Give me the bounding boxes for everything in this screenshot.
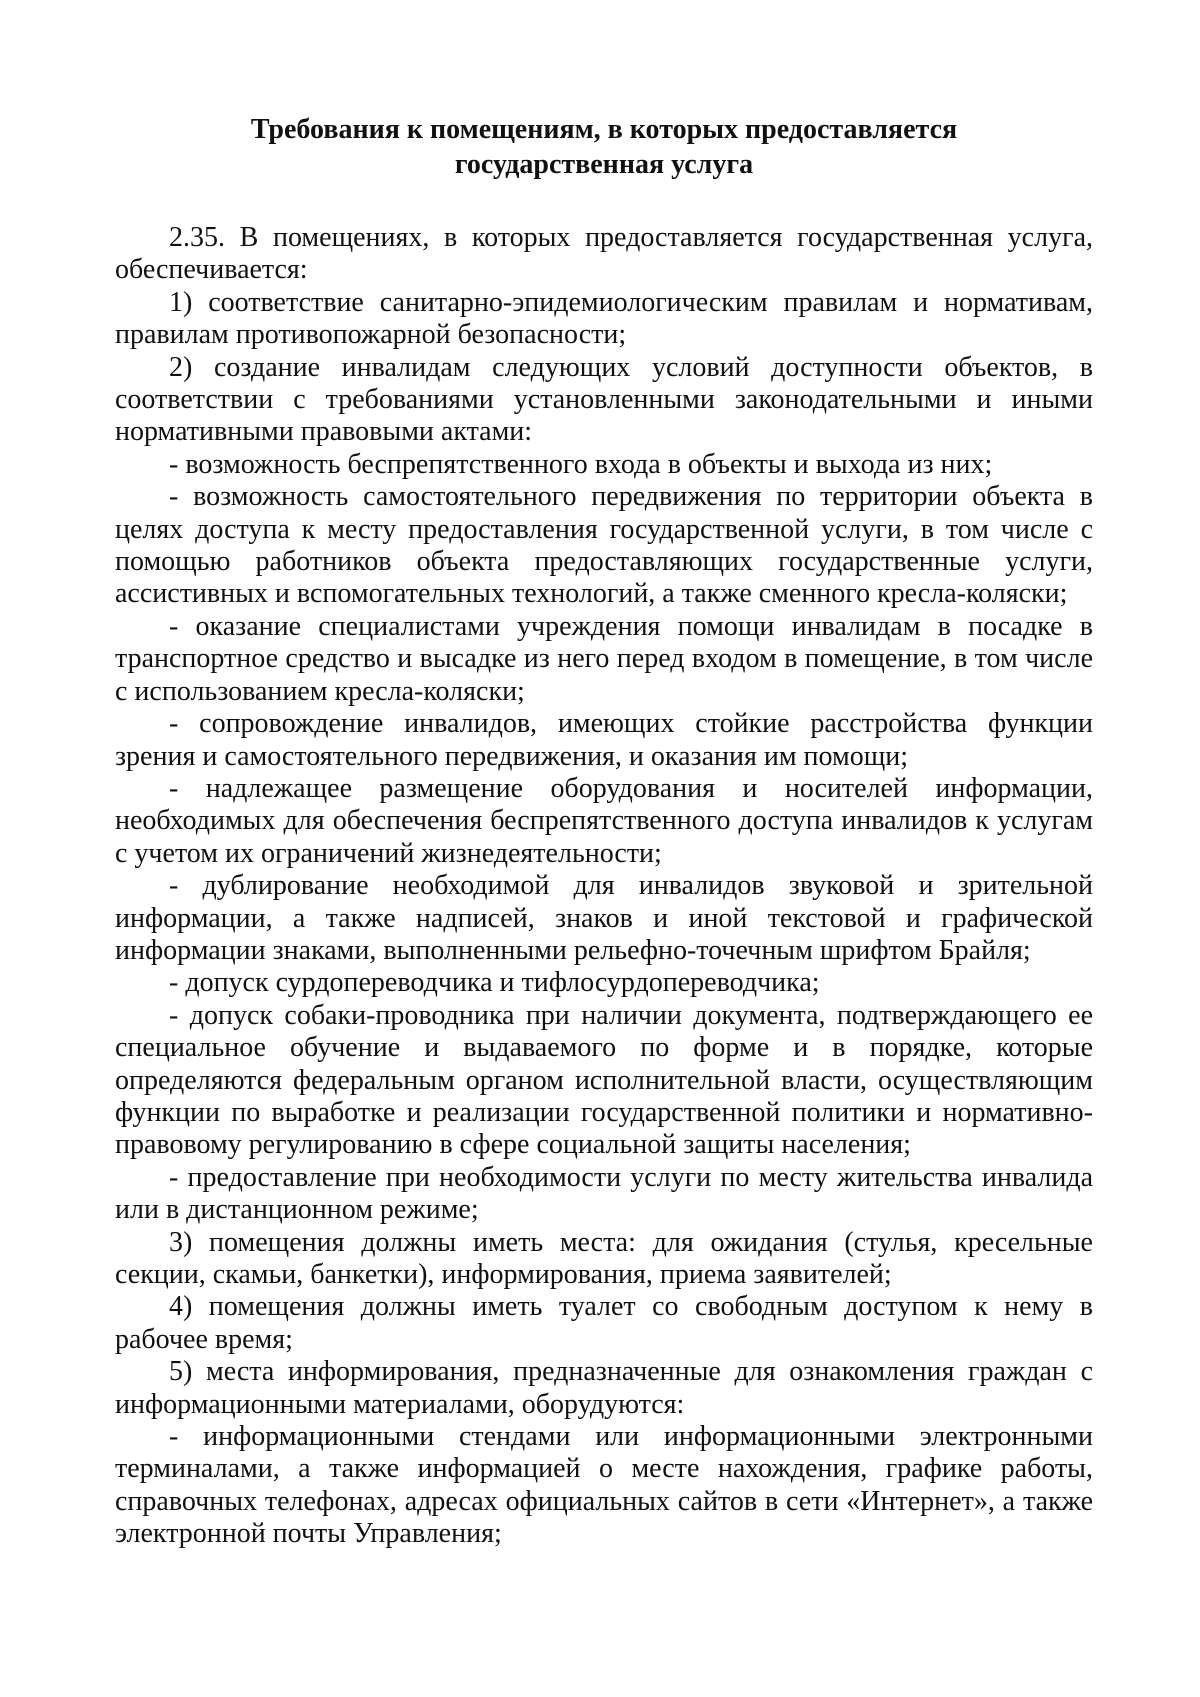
paragraph-2-35: 2.35. В помещениях, в которых предоставляется государственная услуга, обеспечивается: [115, 222, 1093, 286]
bullet-braille-duplication: - дублирование необходимой для инвалидов звуковой и зрительной информации, а также надписей, знаков и иной текстовой и графической информации знаками, выполненными рельефно-точечным шрифтом Брайля; [115, 870, 1093, 966]
document-page [115, 112, 1093, 1551]
item-5-information-places: 5) места информирования, предназначенные для ознакомления граждан с информационными материалами, оборудуются: [115, 1356, 1093, 1420]
item-3-waiting-places: 3) помещения должны иметь места: для ожидания (стулья, кресельные секции, скамьи, банкетки), информирования, приема заявителей; [115, 1226, 1093, 1290]
bullet-remote-service: - предоставление при необходимости услуги по месту жительства инвалида или в дистанционном режиме; [115, 1161, 1093, 1226]
document-body [115, 222, 1093, 1551]
bullet-escort: - сопровождение инвалидов, имеющих стойкие расстройства функции зрения и самостоятельного передвижения, и оказания им помощи; [115, 708, 1093, 772]
item-1-sanitary-compliance: 1) соответствие санитарно-эпидемиологическим правилам и нормативам, правилам противопожарной безопасности; [115, 286, 1093, 351]
bullet-transport-assistance: - оказание специалистами учреждения помощи инвалидам в посадке в транспортное средство и высадке из него перед входом в помещение, в том числе с использованием кресла-коляски; [115, 610, 1093, 707]
item-4-toilet: 4) помещения должны иметь туалет со свободным доступом к нему в рабочее время; [115, 1291, 1093, 1355]
bullet-sign-interpreter: - допуск сурдопереводчика и тифлосурдопереводчика; [169, 967, 820, 999]
bullet-free-entry: - возможность беспрепятственного входа в объекты и выхода из них; [169, 448, 993, 480]
bullet-guide-dog: - допуск собаки-проводника при наличии документа, подтверждающего ее специальное обучение и выдаваемого по форме и в порядке, которые определяются федеральным органом исполнительной власти, осуществляющим функции по выработке и реализации государственной политики и нормативно-правовому регулированию в сфере социальной защиты населения; [115, 999, 1093, 1161]
bullet-independent-movement: - возможность самостоятельного передвижения по территории объекта в целях доступа к месту предоставления государственной услуги, в том числе с помощью работников объекта предоставляющих государственные услуги, ассистивных и вспомогательных технологий, а также сменного кресла-коляски; [115, 481, 1093, 610]
item-2-accessibility-conditions: 2) создание инвалидам следующих условий доступности объектов, в соответствии с требованиями установленными законодательными и иными нормативными правовыми актами: [115, 351, 1093, 448]
bullet-information-stands: - информационными стендами или информационными электронными терминалами, а также информацией о месте нахождения, графике работы, справочных телефонах, адресах официальных сайтов в сети «Интернет», а также электронной почты Управления; [115, 1421, 1093, 1550]
document-title: Требования к помещениям, в которых предоставляется государственная услуга [250, 114, 958, 180]
bullet-equipment-placement: - надлежащее размещение оборудования и носителей информации, необходимых для обеспечения беспрепятственного доступа инвалидов к услугам с учетом их ограничений жизнедеятельности; [115, 772, 1093, 869]
